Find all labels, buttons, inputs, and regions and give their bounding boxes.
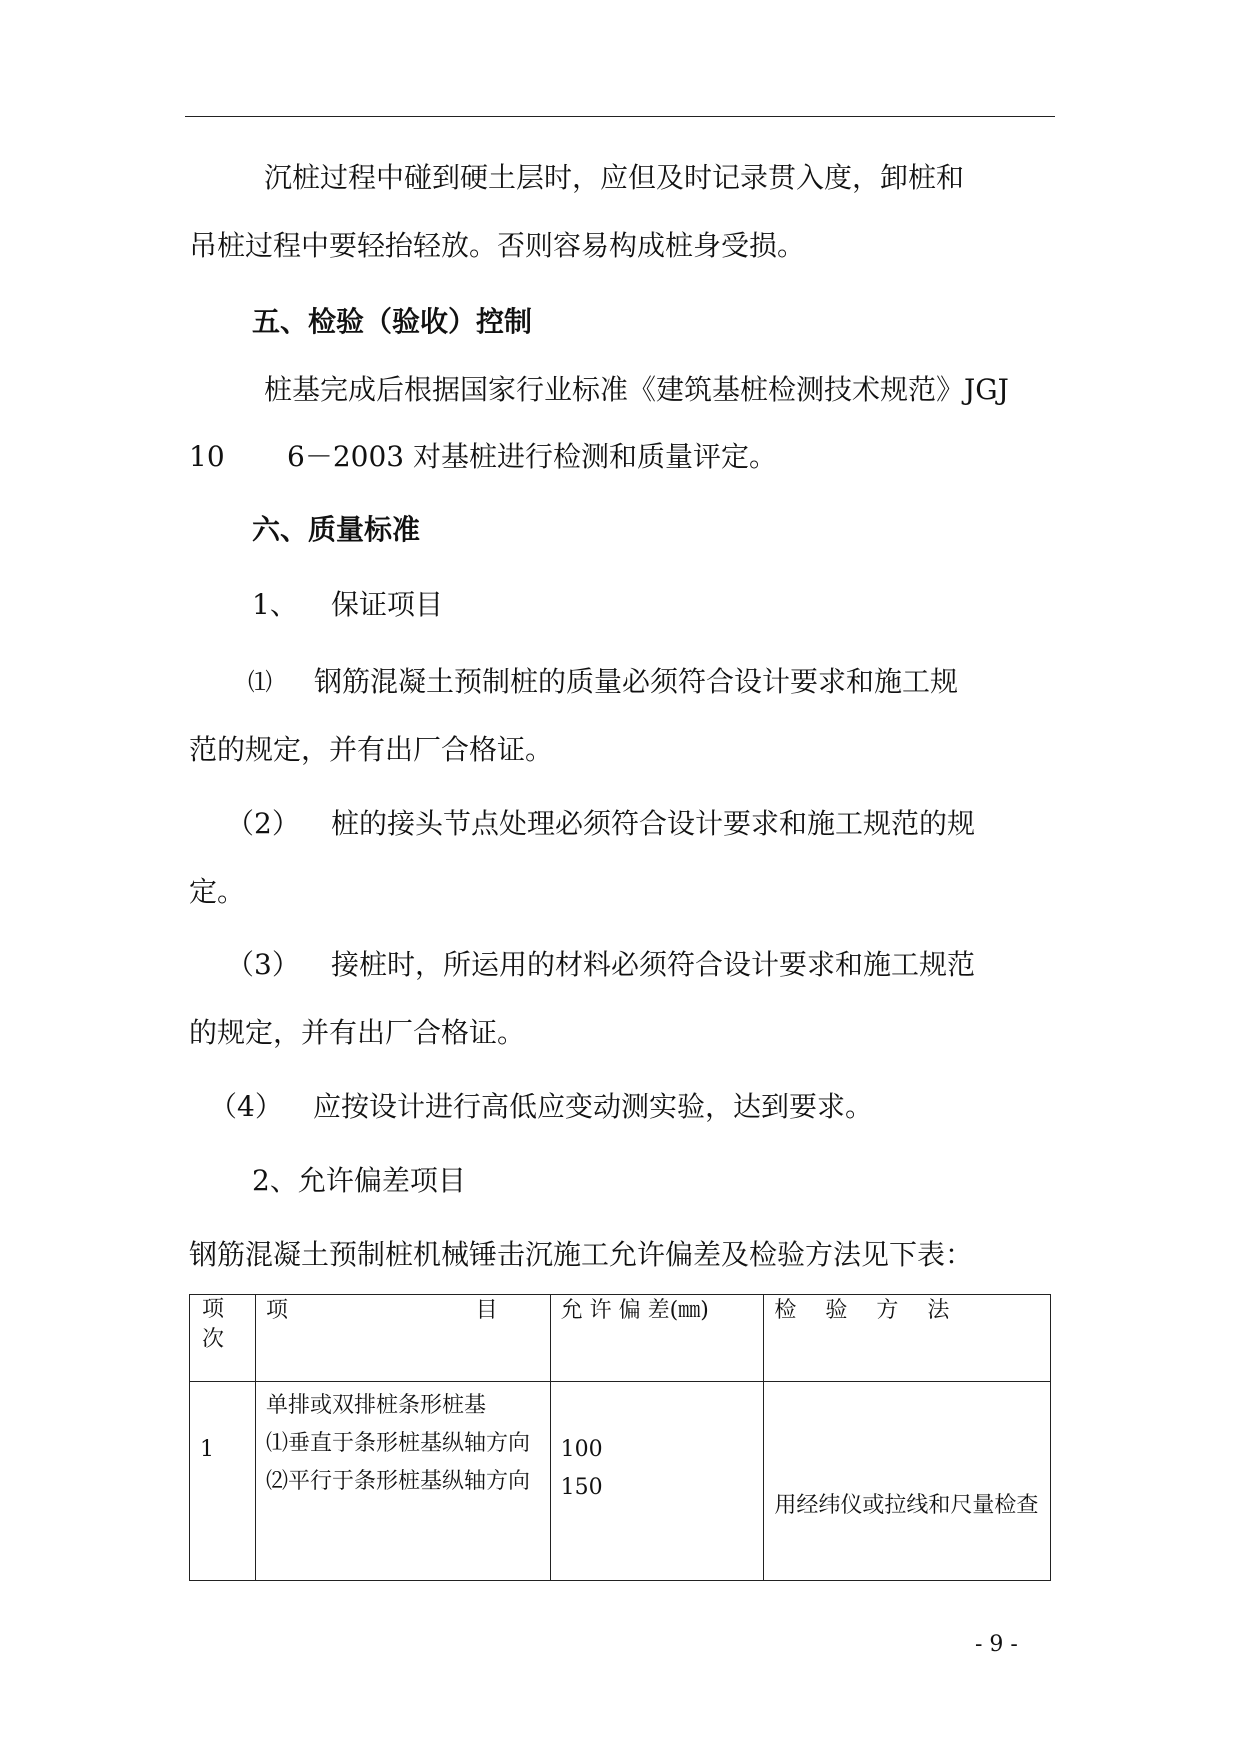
row-method-cell — [764, 1382, 1051, 1581]
header-method — [764, 1295, 1051, 1382]
header-seq — [190, 1295, 256, 1382]
paragraph-line: 吊桩过程中要轻抬轻放。否则容易构成桩身受损。 — [189, 229, 806, 262]
list-item-text: 接桩时，所运用的材料必须符合设计要求和施工规范 — [331, 948, 976, 981]
table-row — [190, 1382, 1051, 1581]
list-item-text: 钢筋混凝土预制桩的质量必须符合设计要求和施工规 — [314, 665, 959, 698]
paragraph-line: 桩基完成后根据国家行业标准《建筑基桩检测技术规范》JGJ — [264, 373, 1009, 406]
row-tolerance-value: 150 — [560, 1475, 603, 1500]
list-item-text: 桩的接头节点处理必须符合设计要求和施工规范的规 — [331, 807, 976, 840]
header-rule — [185, 116, 1055, 117]
row-seq: 1 — [200, 1437, 214, 1462]
tolerance-table — [189, 1294, 1051, 1581]
list-number: ⑴ — [248, 668, 272, 696]
list-number: （2） — [226, 807, 300, 840]
list-heading: 2、允许偏差项目 — [252, 1164, 466, 1197]
row-tolerance-cell — [550, 1382, 764, 1581]
row-item-title: 单排或双排桩条形桩基 — [265, 1393, 486, 1418]
list-number: （4） — [209, 1090, 283, 1123]
row-item-cell — [255, 1382, 550, 1581]
section-heading-quality: 六、质量标准 — [252, 513, 421, 546]
row-item-sub: ⑵平行于条形桩基纵轴方向 — [265, 1469, 530, 1494]
list-item-text: 范的规定，并有出厂合格证。 — [189, 733, 554, 766]
header-tolerance — [550, 1295, 764, 1382]
section-heading-inspection: 五、检验（验收）控制 — [252, 305, 533, 338]
list-item-text: 应按设计进行高低应变动测实验，达到要求。 — [313, 1090, 874, 1123]
list-number: 1、 — [252, 588, 298, 621]
row-tolerance-value: 100 — [560, 1437, 603, 1462]
table-intro: 钢筋混凝土预制桩机械锤击沉施工允许偏差及检验方法见下表： — [189, 1238, 974, 1271]
header-method-text: 检 验 方 法 — [774, 1298, 950, 1323]
list-number: （3） — [226, 948, 300, 981]
header-seq-line: 次 — [202, 1327, 225, 1352]
paragraph-line: 沉桩过程中碰到硬土层时，应但及时记录贯入度，卸桩和 — [264, 161, 965, 194]
header-item — [255, 1295, 550, 1382]
row-method: 用经纬仪或拉线和尺量检查 — [774, 1493, 1039, 1518]
header-tolerance-text: 允 许 偏 差(㎜) — [560, 1298, 709, 1323]
page-number: - 9 - — [975, 1632, 1018, 1657]
paragraph-line-number: 10 — [189, 440, 225, 473]
list-item-text: 定。 — [189, 875, 246, 908]
header-item-char: 项 — [265, 1298, 288, 1323]
header-item-char: 目 — [475, 1298, 498, 1323]
header-seq-line: 项 — [202, 1297, 225, 1322]
paragraph-line: 6－2003 对基桩进行检测和质量评定。 — [287, 440, 777, 473]
table-header-row — [190, 1295, 1051, 1382]
row-item-sub: ⑴垂直于条形桩基纵轴方向 — [265, 1431, 530, 1456]
list-heading: 保证项目 — [331, 588, 444, 621]
row-seq-cell — [190, 1382, 256, 1581]
list-item-text: 的规定，并有出厂合格证。 — [189, 1016, 526, 1049]
